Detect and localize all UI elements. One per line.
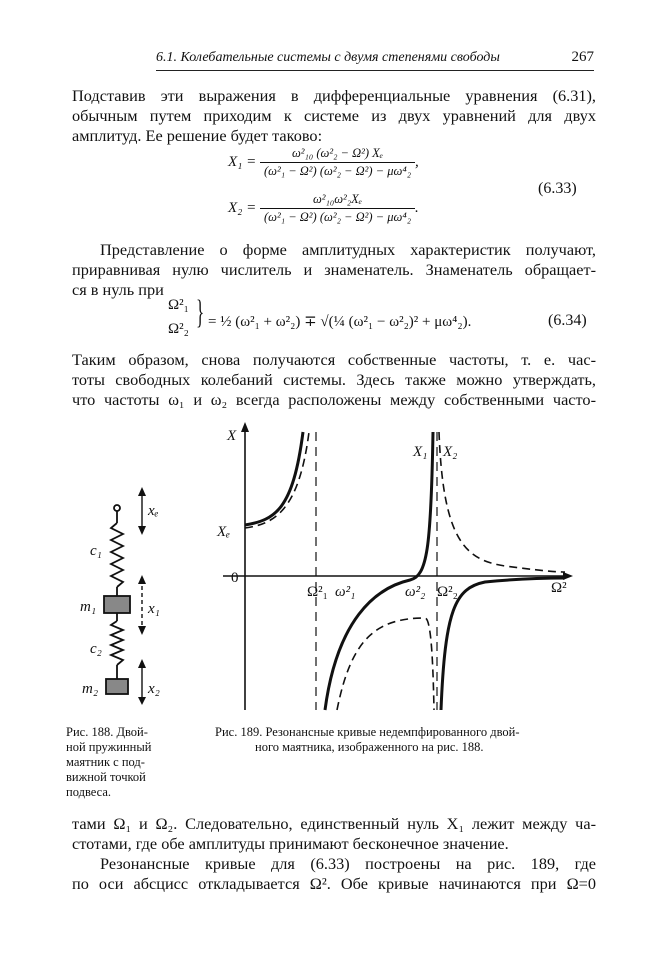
label-x2: x₂ [148, 681, 160, 697]
curve-X2-branch2 [337, 618, 434, 710]
label-zero: 0 [231, 570, 239, 586]
label-m1: m₁ [80, 599, 97, 615]
curve-X1-branch3 [441, 578, 565, 710]
running-header [156, 48, 594, 71]
text-line: Представление о форме амплитудных характеристик получают, [100, 240, 596, 259]
label-X2: X₂ [443, 444, 458, 460]
paragraph-3 [72, 350, 596, 410]
equation-omega-rhs: = ½ (ω²₁ + ω²₂) ∓ √(¼ (ω²₁ − ω²₂)² + μω⁴₂). [208, 314, 472, 330]
label-c2: c₂ [90, 641, 102, 657]
x2-numerator: ω²₁₀ω²₂Xₑ [260, 192, 415, 209]
curve-X2-branch1 [245, 432, 309, 528]
paragraph-1 [72, 86, 596, 146]
mass-m2 [106, 679, 128, 694]
text-line: Подставив эти выражения в дифференциальные уравнения (6.31), [72, 86, 596, 105]
text-line: амплитуд. Ее решение будет таково: [72, 126, 323, 145]
curve-X1-branch1 [245, 432, 303, 525]
label-y-axis: X [227, 428, 237, 444]
label-x1: x₁ [148, 601, 160, 617]
label-c1: c₁ [90, 543, 102, 559]
text-line: тоты свободных колебаний системы. Здесь также можно утверждать, [72, 370, 596, 389]
section-title: 6.1. Колебательные системы с двумя степенями свободы [156, 50, 500, 65]
figure-189-resonance-chart [215, 420, 580, 715]
curly-brace: } [196, 294, 205, 331]
text-line: по оси абсцисс откладывается Ω². Обе кривые начинаются при Ω=0 [72, 874, 596, 893]
tick-Omega2: Ω²₂ [437, 584, 458, 600]
text-line: ся в нуль при [72, 280, 164, 299]
equation-x1: X₁ = $\frac{\text{ω²₁₀ (ω²₂ − Ω²) Xₑ}}{\text{(ω²₁ − Ω²) (ω²₂ − Ω²) − μω⁴₂}}$ , [228, 146, 419, 178]
figure-188-pendulum [60, 475, 180, 705]
x1-denominator: (ω²₁ − Ω²) (ω²₂ − Ω²) − μω⁴₂ [264, 164, 412, 178]
label-m2: m₂ [82, 681, 99, 697]
label-Xe: Xₑ [217, 524, 231, 540]
tick-Omega1: Ω²₁ [307, 584, 328, 600]
equation-number-6-33: (6.33) [538, 180, 577, 197]
curve-X2-branch3 [439, 432, 565, 572]
spring-c2 [111, 621, 123, 665]
x2-denominator: (ω²₁ − Ω²) (ω²₂ − Ω²) − μω⁴₂ [264, 210, 412, 224]
text-line: Резонансные кривые для (6.33) построены на рис. 189, где [100, 854, 596, 873]
suspension-point [114, 505, 120, 511]
text-line: обычным путем приходим к системе из двух уравнений для двух [72, 106, 596, 125]
equation-number-6-34: (6.34) [548, 312, 587, 329]
text-line: Таким образом, снова получаются собственные частоты, т. е. час- [72, 350, 596, 369]
text-line: стотами, где обе амплитуды принимают бесконечное значение. [72, 834, 509, 853]
caption-figure-188: Рис. 188. Двой- ной пружинный маятник с под- вижной точкой подвеса. [66, 725, 152, 799]
paragraph-2 [72, 240, 596, 300]
label-x-axis: Ω² [551, 580, 567, 596]
label-xe: xₑ [148, 503, 159, 519]
equation-x2: X₂ = $\frac{\text{ω²₁₀ω²₂Xₑ}}{\text{(ω²₁ − Ω²) (ω²₂ − Ω²) − μω⁴₂}}$ . [228, 192, 419, 224]
tick-omega2: ω²₂ [405, 584, 426, 600]
tick-omega1: ω²₁ [335, 584, 356, 600]
caption-figure-189: Рис. 189. Резонансные кривые недемпфированного двой- ного маятника, изображенного на рис. 188. [215, 725, 520, 754]
equation-omega-lhs: Ω²₁ Ω²₂ [168, 297, 189, 337]
paragraph-5 [72, 854, 596, 894]
page-number: 267 [571, 49, 594, 65]
text-line: тами Ω₁ и Ω₂. Следовательно, единственный нуль X₁ лежит между ча- [72, 814, 596, 833]
paragraph-4 [72, 814, 596, 854]
text-line: что частоты ω₁ и ω₂ всегда расположены между собственными часто- [72, 390, 596, 409]
label-X1: X₁ [413, 444, 428, 460]
mass-m1 [104, 596, 130, 613]
text-line: приравнивая нулю числитель и знаменатель. Знаменатель обращает- [72, 260, 596, 279]
x1-numerator: ω²₁₀ (ω²₂ − Ω²) Xₑ [260, 146, 415, 163]
curve-X1-branch2 [325, 432, 433, 710]
spring-c1 [111, 523, 123, 587]
